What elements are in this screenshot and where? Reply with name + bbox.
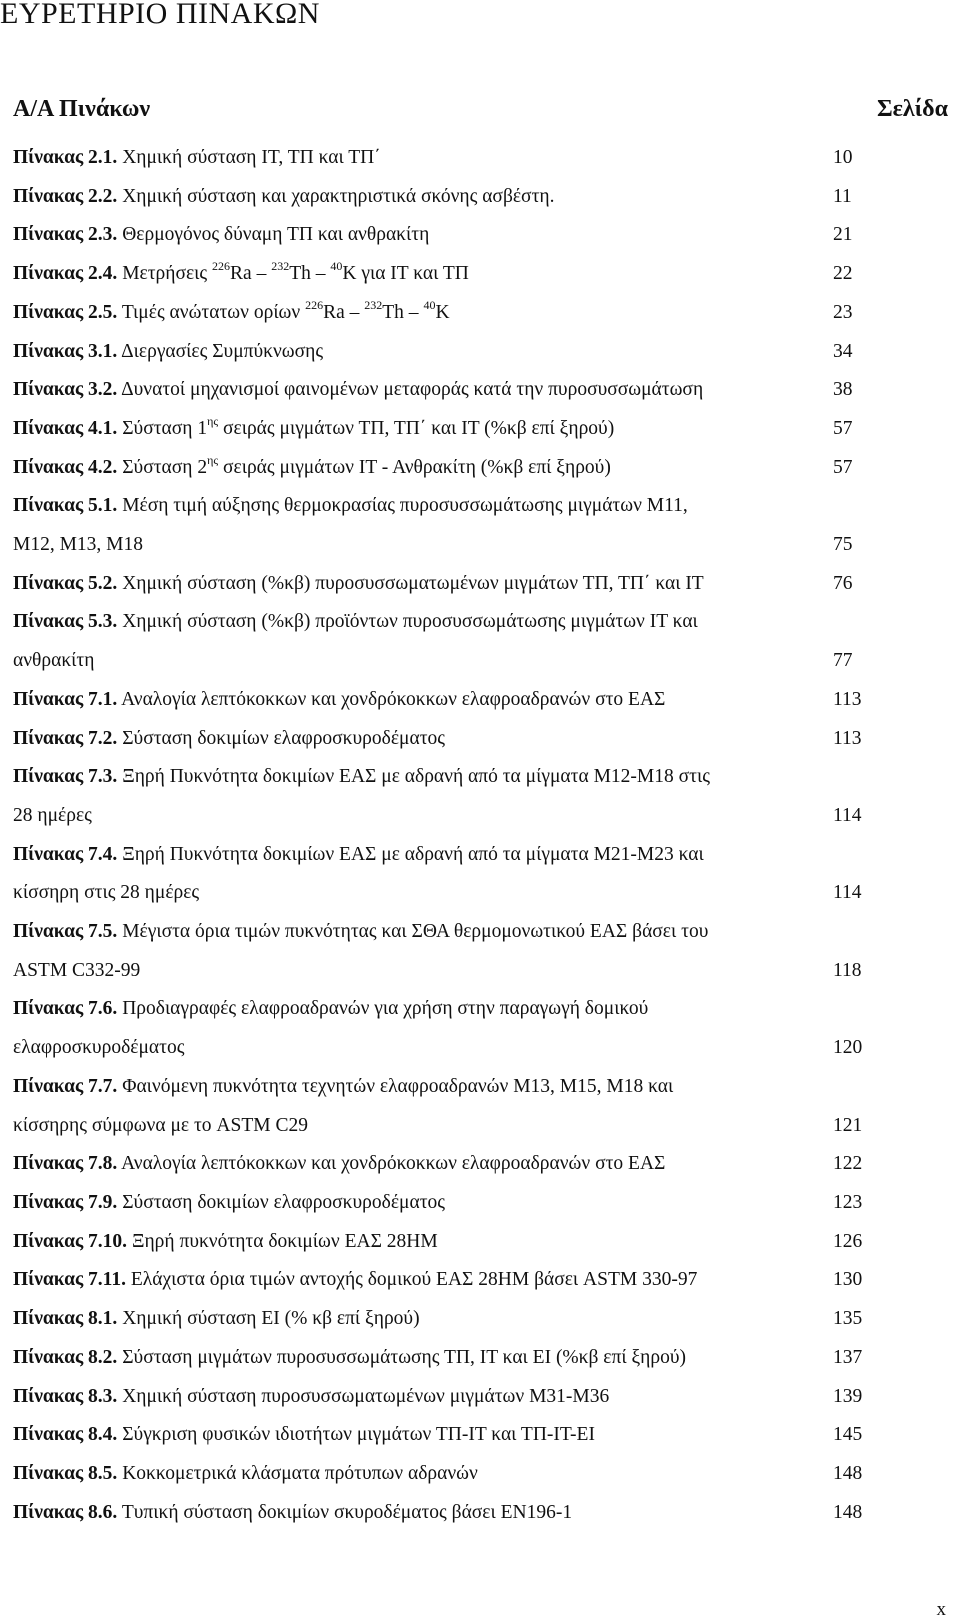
toc-entry-title: Ξηρή Πυκνότητα δοκιμίων ΕΑΣ με αδρανή από τα μίγματα Μ21-Μ23 και [117,843,704,865]
toc-entry [13,178,948,217]
toc-entry-row [13,1300,948,1339]
toc-entry-label: Πίνακας 7.5. [13,921,118,943]
toc-entry-page: 148 [833,1501,863,1523]
toc-entry-title: Ξηρή πυκνότητα δοκιμίων ΕΑΣ 28ΗΜ [127,1230,438,1252]
toc-entry-label: Πίνακας 7.8. [13,1153,118,1175]
toc-entry-title: Σύσταση 2 [117,456,208,478]
toc-entry-row [13,642,948,681]
toc-entry-text [13,1184,833,1223]
toc-entry-text [13,990,833,1029]
superscript: ης [207,413,219,428]
toc-entry-label: Πίνακας 8.2. [13,1346,118,1368]
toc-entry-row [13,1261,948,1300]
toc-entry [13,990,948,1067]
toc-entry-row [13,294,948,333]
toc-entry-title-part: σειράς μιγμάτων ΤΠ, ΤΠ΄ και ΙΤ (%κβ επί ξηρού) [218,417,615,439]
toc-entry-text [13,1223,833,1262]
toc-entry [13,1261,948,1300]
toc-entry-label: Πίνακας 2.1. [13,147,118,168]
toc-entry-page: 118 [833,959,862,981]
toc-entry-row [13,526,948,565]
toc-entry [13,294,948,333]
toc-entry-label: Πίνακας 5.1. [13,495,118,517]
toc-entry-row [13,410,948,449]
toc-entry-label: Πίνακας 7.1. [13,688,118,710]
toc-entry-label: Πίνακας 3.2. [13,379,118,401]
superscript: 226 [212,259,231,274]
toc-entry-page: 21 [833,224,853,246]
toc-entry-text [13,178,833,217]
toc-entry-title: Σύγκριση φυσικών ιδιοτήτων μιγμάτων ΤΠ-ΙΤ και ΤΠ-ΙΤ-ΕΙ [117,1424,595,1446]
toc-entry-row [13,333,948,372]
toc-entry-page: 34 [833,340,853,362]
toc-entry-title: Φαινόμενη πυκνότητα τεχνητών ελαφροαδρανών Μ13, Μ15, Μ18 και [117,1075,674,1097]
toc-entry-text [13,371,833,410]
toc-entry-label: Πίνακας 8.4. [13,1424,118,1446]
toc-entry-row [13,139,948,178]
toc-entry-title-part: Th – [289,263,331,285]
toc-entry-text [13,487,833,526]
toc-entry-label: Πίνακας 4.2. [13,456,118,478]
toc-entry [13,1455,948,1494]
toc-entry [13,565,948,604]
toc-entry-title: Ελάχιστα όρια τιμών αντοχής δομικού ΕΑΣ 28ΗΜ βάσει ASTM 330-97 [125,1269,698,1291]
toc-entry-page: 145 [833,1424,863,1446]
toc-entry [13,1068,948,1145]
toc-entry-continuation: Μ12, Μ13, Μ18 [13,534,144,556]
toc-entry-row [13,797,948,836]
toc-entry-page: 22 [833,263,853,285]
toc-entry-row [13,1494,948,1533]
toc-entry-label: Πίνακας 5.2. [13,572,118,594]
toc-entry-title: Χημική σύσταση ΕΙ (% κβ επί ξηρού) [117,1308,420,1330]
column-header-page: Σελίδα [876,96,948,122]
toc-entry-label: Πίνακας 4.1. [13,417,118,439]
toc-entry-label: Πίνακας 7.11. [13,1269,126,1291]
toc-entry-page: 77 [833,650,853,672]
toc-entry-row [13,216,948,255]
superscript: 226 [305,297,324,312]
toc-entry [13,1378,948,1417]
toc-entry-title: Μετρήσεις [117,263,213,285]
table-of-tables [13,139,948,1532]
toc-entry-title: Αναλογία λεπτόκοκκων και χονδρόκοκκων ελαφροαδρανών στο ΕΑΣ [117,688,666,710]
toc-entry-label: Πίνακας 8.1. [13,1308,118,1330]
toc-entry-title: Μέγιστα όρια τιμών πυκνότητας και ΣΘΑ θερμομονωτικού ΕΑΣ βάσει του [117,921,709,943]
toc-entry-label: Πίνακας 7.7. [13,1075,118,1097]
toc-entry-page: 120 [833,1037,863,1059]
toc-entry [13,913,948,990]
toc-entry [13,1494,948,1533]
toc-entry-label: Πίνακας 7.3. [13,766,118,788]
superscript: 40 [330,259,343,274]
superscript: 232 [364,297,383,312]
toc-entry-row [13,1455,948,1494]
toc-entry-title: Σύσταση δοκιμίων ελαφροσκυροδέματος [117,1191,446,1213]
toc-entry [13,371,948,410]
toc-entry-page: 123 [833,1191,863,1213]
toc-entry-page: 114 [833,882,862,904]
toc-entry-row [13,1416,948,1455]
toc-entry-title: Ξηρή Πυκνότητα δοκιμίων ΕΑΣ με αδρανή από τα μίγματα Μ12-Μ18 στις [117,766,710,788]
toc-entry-page: 76 [833,572,853,594]
toc-entry-text [13,720,833,759]
toc-entry [13,216,948,255]
toc-entry-page: 139 [833,1385,863,1407]
toc-entry [13,1184,948,1223]
toc-entry-label: Πίνακας 3.1. [13,340,118,362]
toc-entry-page: 148 [833,1462,863,1484]
toc-entry-text [13,565,833,604]
toc-entry-row [13,1184,948,1223]
toc-entry-page: 137 [833,1346,863,1368]
toc-entry-title-part: Ra – [323,301,365,323]
toc-entry-title-part: σειράς μιγμάτων ΙΤ - Ανθρακίτη (%κβ επί ξηρού) [218,456,611,478]
page-title: ΕΥΡΕΤΗΡΙΟ ΠΙΝΑΚΩΝ [0,0,320,30]
toc-entry-continuation: ανθρακίτη [13,650,95,672]
page-number: x [936,1599,946,1620]
toc-entry-title: Χημική σύσταση (%κβ) προϊόντων πυροσυσσωμάτωσης μιγμάτων ΙΤ και [117,611,698,633]
toc-entry-title: Χημική σύσταση ΙΤ, ΤΠ και ΤΠ΄ [117,147,381,168]
toc-entry-title: Κοκκομετρικά κλάσματα πρότυπων αδρανών [117,1462,478,1484]
toc-entry-row [13,603,948,642]
toc-entry-row [13,1068,948,1107]
toc-entry-label: Πίνακας 8.3. [13,1385,118,1407]
toc-entry-text [13,603,833,642]
toc-entry [13,1145,948,1184]
toc-entry-label: Πίνακας 2.2. [13,185,118,207]
toc-entry-text [13,836,833,875]
toc-entry-text [13,1455,833,1494]
toc-entry-page: 113 [833,688,862,710]
toc-entry-label: Πίνακας 8.5. [13,1462,118,1484]
toc-entry-text [13,255,833,294]
toc-entry-text [13,758,833,797]
toc-entry-row [13,720,948,759]
toc-entry-label: Πίνακας 7.2. [13,727,118,749]
toc-entry-title: Προδιαγραφές ελαφροαδρανών για χρήση στην παραγωγή δομικού [117,998,649,1020]
toc-entry-text [13,410,833,449]
toc-entry-row [13,1145,948,1184]
toc-entry-page: 113 [833,727,862,749]
toc-entry-continuation: κίσσηρη στις 28 ημέρες [13,882,200,904]
toc-entry [13,333,948,372]
toc-entry-row [13,1378,948,1417]
toc-entry-title: Αναλογία λεπτόκοκκων και χονδρόκοκκων ελαφροαδρανών στο ΕΑΣ [117,1153,666,1175]
toc-entry-page: 114 [833,804,862,826]
toc-entry-page: 23 [833,301,853,323]
toc-entry-text [13,333,833,372]
toc-entry-text [13,139,833,178]
toc-entry-text [13,294,833,333]
toc-entry [13,1339,948,1378]
toc-entry [13,758,948,835]
toc-entry-row [13,836,948,875]
toc-entry [13,139,948,178]
toc-entry-text [13,681,833,720]
toc-entry-title: Δυνατοί μηχανισμοί φαινομένων μεταφοράς κατά την πυροσυσσωμάτωση [117,379,704,401]
toc-entry-text [13,1300,833,1339]
toc-entry-row [13,487,948,526]
toc-entry [13,1223,948,1262]
toc-entry-page: 75 [833,534,853,556]
toc-entry-page: 126 [833,1230,863,1252]
toc-entry-label: Πίνακας 7.9. [13,1191,118,1213]
toc-entry [13,681,948,720]
toc-entry-title: Χημική σύσταση (%κβ) πυροσυσσωματωμένων μιγμάτων ΤΠ, ΤΠ΄ και ΙΤ [117,572,704,594]
toc-entry-label: Πίνακας 8.6. [13,1501,118,1523]
superscript: 232 [271,259,290,274]
toc-entry-row [13,874,948,913]
toc-entry-label: Πίνακας 2.4. [13,263,118,285]
toc-entry-title-part: Ra – [230,263,272,285]
toc-entry-row [13,178,948,217]
toc-entry [13,410,948,449]
toc-entry-page: 57 [833,417,853,439]
toc-entry-text [13,1068,833,1107]
toc-entry-page: 135 [833,1308,863,1330]
toc-entry-row [13,681,948,720]
toc-entry-row [13,758,948,797]
toc-entry-text [13,1416,833,1455]
toc-entry-label: Πίνακας 2.5. [13,301,118,323]
column-header-tables: Α/Α Πινάκων [13,96,151,122]
toc-entry-text [13,1145,833,1184]
toc-entry-label: Πίνακας 7.6. [13,998,118,1020]
toc-entry-title: Θερμογόνος δύναμη ΤΠ και ανθρακίτη [117,224,430,246]
toc-entry-title: Χημική σύσταση πυροσυσσωματωμένων μιγμάτων Μ31-Μ36 [117,1385,610,1407]
toc-entry [13,487,948,564]
toc-entry-title: Σύσταση δοκιμίων ελαφροσκυροδέματος [117,727,446,749]
toc-entry-continuation: 28 ημέρες [13,804,92,826]
toc-entry-row [13,565,948,604]
toc-entry-row [13,1107,948,1146]
toc-entry-row [13,449,948,488]
toc-entry-page: 122 [833,1153,863,1175]
toc-entry-page: 121 [833,1114,863,1136]
toc-entry [13,255,948,294]
toc-entry-row [13,255,948,294]
toc-entry-text [13,1494,833,1533]
toc-entry-title: Τιμές ανώτατων ορίων [117,301,306,323]
toc-entry-page: 11 [833,185,852,207]
toc-entry-title-part: K για ΙΤ και ΤΠ [342,263,469,285]
toc-entry-row [13,1029,948,1068]
toc-entry-continuation: ASTM C332-99 [13,959,141,981]
toc-entry-text [13,913,833,952]
toc-entry-row [13,990,948,1029]
toc-entry-title: Τυπική σύσταση δοκιμίων σκυροδέματος βάσει ΕΝ196-1 [117,1501,573,1523]
toc-entry [13,1416,948,1455]
toc-entry-page: 38 [833,379,853,401]
toc-entry-row [13,952,948,991]
toc-entry-title-part: K [435,301,450,323]
toc-entry [13,1300,948,1339]
toc-entry-label: Πίνακας 2.3. [13,224,118,246]
toc-entry-text [13,449,833,488]
toc-entry-continuation: ελαφροσκυροδέματος [13,1037,185,1059]
toc-entry [13,720,948,759]
toc-entry-text [13,216,833,255]
toc-entry-text [13,1261,833,1300]
toc-entry-label: Πίνακας 5.3. [13,611,118,633]
superscript: ης [207,452,219,467]
toc-entry [13,449,948,488]
toc-entry-label: Πίνακας 7.10. [13,1230,128,1252]
toc-entry-title: Σύσταση μιγμάτων πυροσυσσωμάτωσης ΤΠ, ΙΤ και ΕΙ (%κβ επί ξηρού) [117,1346,686,1368]
toc-entry-title: Διεργασίες Συμπύκνωσης [117,340,324,362]
toc-entry-continuation: κίσσηρης σύμφωνα με το ASTM C29 [13,1114,308,1136]
toc-entry-title: Σύσταση 1 [117,417,208,439]
toc-entry-page: 57 [833,456,853,478]
toc-entry-row [13,1223,948,1262]
toc-entry-page: 10 [833,147,853,168]
toc-entry-page: 130 [833,1269,863,1291]
toc-entry-title: Μέση τιμή αύξησης θερμοκρασίας πυροσυσσωμάτωσης μιγμάτων Μ11, [117,495,688,517]
toc-entry-row [13,913,948,952]
toc-entry-title: Χημική σύσταση και χαρακτηριστικά σκόνης ασβέστη. [117,185,555,207]
toc-entry-row [13,371,948,410]
toc-entry-row [13,1339,948,1378]
toc-entry-text [13,1339,833,1378]
toc-entry-title-part: Th – [382,301,424,323]
toc-entry [13,836,948,913]
toc-entry-label: Πίνακας 7.4. [13,843,118,865]
toc-entry-text [13,1378,833,1417]
superscript: 40 [423,297,436,312]
toc-entry [13,603,948,680]
